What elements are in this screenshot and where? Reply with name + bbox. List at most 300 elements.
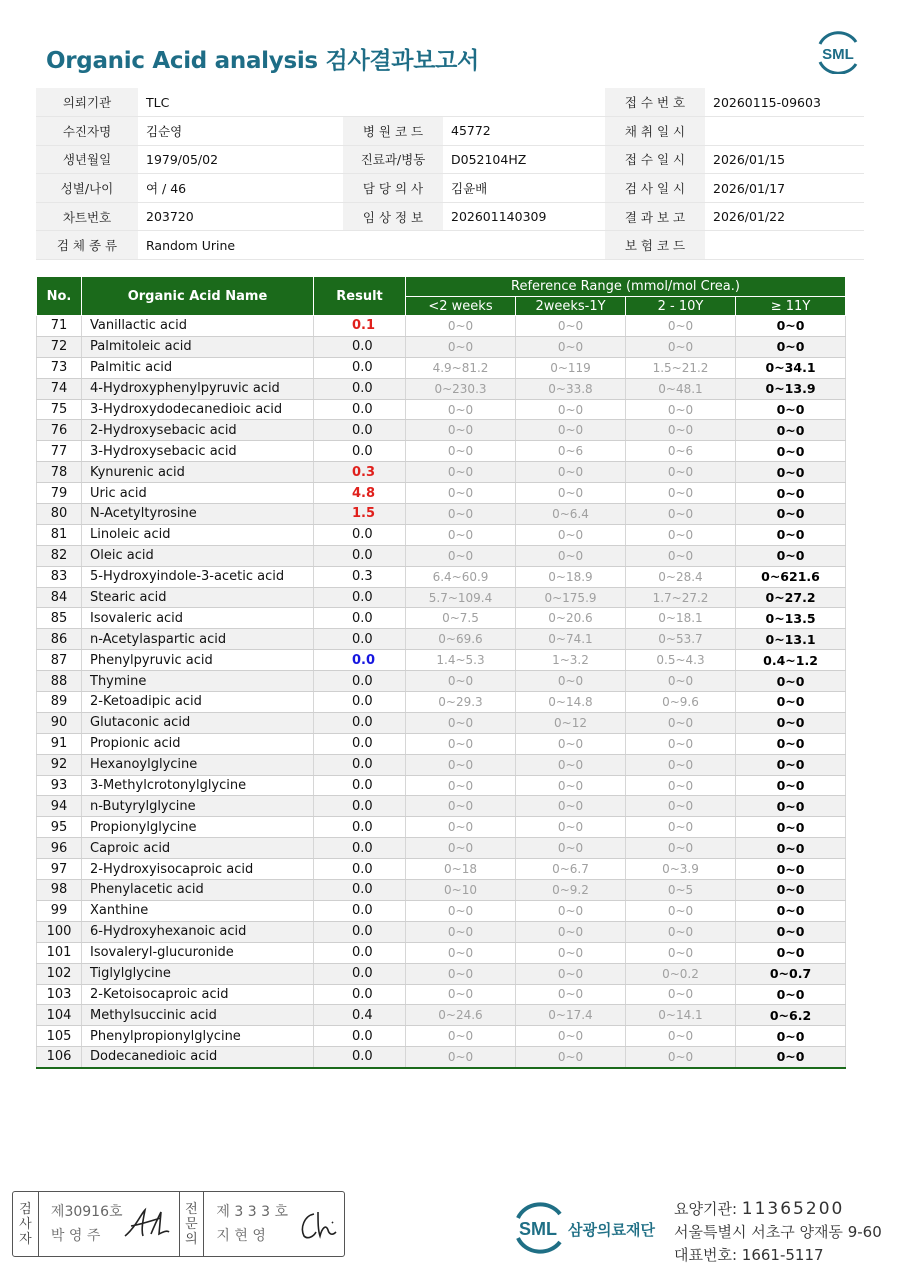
ref-11y-plus: 0~0 — [736, 838, 846, 859]
info-value — [705, 117, 864, 146]
ref-2weeks-1y: 0~6.7 — [516, 859, 626, 880]
footer-phone-value: 1661-5117 — [741, 1246, 824, 1264]
col-header-age: ≥ 11Y — [736, 297, 846, 316]
row-number: 99 — [37, 900, 82, 921]
acid-name: 6-Hydroxyhexanoic acid — [82, 921, 314, 942]
info-value — [443, 88, 605, 117]
acid-name: Uric acid — [82, 483, 314, 504]
table-row — [37, 1026, 846, 1047]
table-row — [37, 796, 846, 817]
acid-name: Palmitoleic acid — [82, 336, 314, 357]
ref-under-2weeks: 0~0 — [406, 336, 516, 357]
table-row — [37, 378, 846, 399]
ref-2-10y: 0~28.4 — [626, 566, 736, 587]
ref-2-10y: 0.5~4.3 — [626, 650, 736, 671]
info-value: D052104HZ — [443, 145, 605, 174]
ref-2-10y: 1.5~21.2 — [626, 357, 736, 378]
col-header-name: Organic Acid Name — [82, 277, 314, 316]
result-value: 0.0 — [314, 921, 406, 942]
specialist-license: 제 3 3 3 호 — [216, 1204, 288, 1220]
result-value: 0.0 — [314, 796, 406, 817]
info-value: 2026/01/15 — [705, 145, 864, 174]
acid-name: Phenylpyruvic acid — [82, 650, 314, 671]
table-row — [37, 420, 846, 441]
info-value: 김순영 — [138, 117, 343, 146]
acid-name: N-Acetyltyrosine — [82, 504, 314, 525]
acid-name: Kynurenic acid — [82, 462, 314, 483]
patient-info-table — [36, 88, 864, 260]
examiner-signature — [39, 1192, 179, 1256]
info-label: 검 사 일 시 — [605, 174, 705, 203]
ref-11y-plus: 0~0 — [736, 336, 846, 357]
info-label: 결 과 보 고 — [605, 202, 705, 231]
ref-2-10y: 0~0 — [626, 504, 736, 525]
ref-2weeks-1y: 0~0 — [516, 900, 626, 921]
acid-name: Phenylpropionylglycine — [82, 1026, 314, 1047]
acid-name: n-Acetylaspartic acid — [82, 629, 314, 650]
info-value — [343, 88, 443, 117]
ref-11y-plus: 0~621.6 — [736, 566, 846, 587]
table-row — [37, 629, 846, 650]
table-row — [37, 859, 846, 880]
row-number: 90 — [37, 712, 82, 733]
result-value: 0.0 — [314, 733, 406, 754]
ref-2-10y: 0~0 — [626, 545, 736, 566]
footer-info — [674, 1198, 882, 1267]
specialist-name: 지 현 영 — [216, 1228, 266, 1244]
ref-under-2weeks: 0~0 — [406, 504, 516, 525]
row-number: 103 — [37, 984, 82, 1005]
acid-name: 2-Hydroxyisocaproic acid — [82, 859, 314, 880]
table-row — [37, 963, 846, 984]
ref-under-2weeks: 0~0 — [406, 441, 516, 462]
info-label: 생년월일 — [36, 145, 138, 174]
ref-2-10y: 0~0 — [626, 754, 736, 775]
col-header-age: 2weeks-1Y — [516, 297, 626, 316]
sml-logo — [812, 30, 864, 74]
row-number: 71 — [37, 316, 82, 337]
ref-under-2weeks: 6.4~60.9 — [406, 566, 516, 587]
ref-11y-plus: 0~0 — [736, 754, 846, 775]
table-row — [37, 754, 846, 775]
info-label: 접 수 일 시 — [605, 145, 705, 174]
ref-2-10y: 0~0 — [626, 712, 736, 733]
ref-11y-plus: 0~0 — [736, 692, 846, 713]
ref-11y-plus: 0~0 — [736, 399, 846, 420]
row-number: 81 — [37, 524, 82, 545]
ref-under-2weeks: 0~0 — [406, 733, 516, 754]
ref-11y-plus: 0~0 — [736, 1047, 846, 1068]
acid-name: 5-Hydroxyindole-3-acetic acid — [82, 566, 314, 587]
ref-2weeks-1y: 0~6 — [516, 441, 626, 462]
ref-under-2weeks: 0~230.3 — [406, 378, 516, 399]
acid-name: Vanillactic acid — [82, 316, 314, 337]
ref-2weeks-1y: 0~20.6 — [516, 608, 626, 629]
ref-2-10y: 0~0 — [626, 336, 736, 357]
ref-under-2weeks: 0~0 — [406, 1026, 516, 1047]
ref-2-10y: 0~0 — [626, 942, 736, 963]
examiner-signature-mark — [121, 1206, 173, 1242]
row-number: 77 — [37, 441, 82, 462]
ref-2-10y: 0~3.9 — [626, 859, 736, 880]
ref-2weeks-1y: 0~0 — [516, 984, 626, 1005]
info-value: 45772 — [443, 117, 605, 146]
ref-11y-plus: 0~0 — [736, 524, 846, 545]
ref-2weeks-1y: 0~0 — [516, 483, 626, 504]
acid-name: 2-Ketoadipic acid — [82, 692, 314, 713]
row-number: 97 — [37, 859, 82, 880]
acid-name: Isovaleric acid — [82, 608, 314, 629]
row-number: 85 — [37, 608, 82, 629]
results-table — [36, 276, 846, 1069]
table-row — [37, 900, 846, 921]
ref-11y-plus: 0~0 — [736, 900, 846, 921]
result-value: 0.0 — [314, 545, 406, 566]
examiner-license: 제30916호 — [50, 1204, 123, 1220]
footer-code-label: 요양기관: — [674, 1200, 742, 1218]
sml-footer-logo — [508, 1198, 568, 1256]
acid-name: Xanthine — [82, 900, 314, 921]
info-label: 검 체 종 류 — [36, 231, 138, 260]
info-label: 채 취 일 시 — [605, 117, 705, 146]
ref-2weeks-1y: 0~0 — [516, 754, 626, 775]
table-row — [37, 942, 846, 963]
acid-name: Propionylglycine — [82, 817, 314, 838]
info-value: 여 / 46 — [138, 174, 343, 203]
acid-name: Dodecanedioic acid — [82, 1047, 314, 1068]
row-number: 87 — [37, 650, 82, 671]
ref-2weeks-1y: 0~0 — [516, 399, 626, 420]
ref-2weeks-1y: 0~0 — [516, 1026, 626, 1047]
acid-name: 4-Hydroxyphenylpyruvic acid — [82, 378, 314, 399]
table-row — [37, 984, 846, 1005]
table-row — [37, 838, 846, 859]
footer-address: 서울특별시 서초구 양재동 9-60 — [674, 1223, 882, 1241]
ref-under-2weeks: 0~0 — [406, 900, 516, 921]
row-number: 91 — [37, 733, 82, 754]
ref-under-2weeks: 0~24.6 — [406, 1005, 516, 1026]
ref-11y-plus: 0~0 — [736, 984, 846, 1005]
col-header-age: 2 - 10Y — [626, 297, 736, 316]
acid-name: 3-Hydroxysebacic acid — [82, 441, 314, 462]
ref-2-10y: 0~14.1 — [626, 1005, 736, 1026]
info-label: 의뢰기관 — [36, 88, 138, 117]
ref-2weeks-1y: 0~0 — [516, 316, 626, 337]
acid-name: Isovaleryl-glucuronide — [82, 942, 314, 963]
ref-under-2weeks: 0~0 — [406, 1047, 516, 1068]
ref-under-2weeks: 0~7.5 — [406, 608, 516, 629]
result-value: 0.0 — [314, 671, 406, 692]
result-value: 0.0 — [314, 378, 406, 399]
result-value: 0.0 — [314, 880, 406, 901]
ref-2-10y: 0~0 — [626, 900, 736, 921]
table-row — [37, 671, 846, 692]
table-row — [37, 880, 846, 901]
ref-11y-plus: 0~0 — [736, 880, 846, 901]
ref-2weeks-1y: 0~0 — [516, 796, 626, 817]
ref-under-2weeks: 0~0 — [406, 524, 516, 545]
ref-2-10y: 0~0 — [626, 462, 736, 483]
acid-name: Methylsuccinic acid — [82, 1005, 314, 1026]
row-number: 73 — [37, 357, 82, 378]
ref-2-10y: 0~0 — [626, 775, 736, 796]
row-number: 100 — [37, 921, 82, 942]
table-row — [37, 650, 846, 671]
ref-2weeks-1y: 0~18.9 — [516, 566, 626, 587]
ref-under-2weeks: 0~0 — [406, 316, 516, 337]
ref-11y-plus: 0~0 — [736, 483, 846, 504]
result-value: 0.0 — [314, 859, 406, 880]
page-title: Organic Acid analysis 검사결과보고서 — [46, 48, 479, 74]
row-number: 101 — [37, 942, 82, 963]
table-row — [37, 399, 846, 420]
result-value: 0.0 — [314, 587, 406, 608]
acid-name: Propionic acid — [82, 733, 314, 754]
acid-name: Hexanoylglycine — [82, 754, 314, 775]
row-number: 95 — [37, 817, 82, 838]
info-label: 차트번호 — [36, 202, 138, 231]
ref-under-2weeks: 0~0 — [406, 775, 516, 796]
ref-2-10y: 0~53.7 — [626, 629, 736, 650]
ref-2weeks-1y: 0~74.1 — [516, 629, 626, 650]
acid-name: Caproic acid — [82, 838, 314, 859]
ref-2-10y: 0~0.2 — [626, 963, 736, 984]
acid-name: 2-Hydroxysebacic acid — [82, 420, 314, 441]
result-value: 1.5 — [314, 504, 406, 525]
result-value: 0.0 — [314, 399, 406, 420]
specialist-signature-mark — [296, 1206, 340, 1242]
result-value: 0.0 — [314, 900, 406, 921]
footer-phone-label: 대표번호: — [674, 1246, 742, 1264]
ref-11y-plus: 0~0 — [736, 441, 846, 462]
examiner-label: 검 사 자 — [13, 1192, 39, 1256]
table-row — [37, 357, 846, 378]
acid-name: Thymine — [82, 671, 314, 692]
table-row — [37, 1005, 846, 1026]
table-row — [37, 733, 846, 754]
ref-2weeks-1y: 0~0 — [516, 921, 626, 942]
result-value: 4.8 — [314, 483, 406, 504]
ref-2weeks-1y: 0~0 — [516, 942, 626, 963]
ref-under-2weeks: 5.7~109.4 — [406, 587, 516, 608]
table-row — [37, 545, 846, 566]
result-value: 0.0 — [314, 692, 406, 713]
info-label: 접 수 번 호 — [605, 88, 705, 117]
table-row — [37, 524, 846, 545]
ref-under-2weeks: 0~29.3 — [406, 692, 516, 713]
acid-name: n-Butyrylglycine — [82, 796, 314, 817]
row-number: 78 — [37, 462, 82, 483]
row-number: 80 — [37, 504, 82, 525]
row-number: 104 — [37, 1005, 82, 1026]
result-value: 0.0 — [314, 1026, 406, 1047]
info-value: 1979/05/02 — [138, 145, 343, 174]
acid-name: Phenylacetic acid — [82, 880, 314, 901]
info-value: 2026/01/17 — [705, 174, 864, 203]
ref-11y-plus: 0~0.7 — [736, 963, 846, 984]
ref-2weeks-1y: 0~0 — [516, 420, 626, 441]
row-number: 92 — [37, 754, 82, 775]
info-value: TLC — [138, 88, 343, 117]
ref-2-10y: 0~0 — [626, 796, 736, 817]
col-header-reference: Reference Range (mmol/mol Crea.) — [406, 277, 846, 297]
acid-name: 3-Hydroxydodecanedioic acid — [82, 399, 314, 420]
acid-name: Linoleic acid — [82, 524, 314, 545]
result-value: 0.1 — [314, 316, 406, 337]
result-value: 0.4 — [314, 1005, 406, 1026]
table-row — [37, 921, 846, 942]
footer-code-value: 11365200 — [741, 1199, 845, 1219]
result-value: 0.3 — [314, 462, 406, 483]
ref-2weeks-1y: 0~0 — [516, 545, 626, 566]
ref-11y-plus: 0~13.1 — [736, 629, 846, 650]
result-value: 0.0 — [314, 838, 406, 859]
logo-text: SML — [822, 46, 854, 63]
row-number: 84 — [37, 587, 82, 608]
info-label: 병 원 코 드 — [343, 117, 443, 146]
ref-2weeks-1y: 0~0 — [516, 524, 626, 545]
ref-under-2weeks: 0~0 — [406, 921, 516, 942]
row-number: 102 — [37, 963, 82, 984]
result-value: 0.0 — [314, 357, 406, 378]
table-row — [37, 316, 846, 337]
row-number: 89 — [37, 692, 82, 713]
ref-under-2weeks: 0~0 — [406, 545, 516, 566]
ref-2-10y: 0~0 — [626, 671, 736, 692]
ref-under-2weeks: 0~0 — [406, 754, 516, 775]
ref-11y-plus: 0~0 — [736, 733, 846, 754]
ref-11y-plus: 0~13.5 — [736, 608, 846, 629]
ref-2weeks-1y: 0~14.8 — [516, 692, 626, 713]
result-value: 0.0 — [314, 775, 406, 796]
ref-2-10y: 1.7~27.2 — [626, 587, 736, 608]
result-value: 0.0 — [314, 754, 406, 775]
info-row — [36, 231, 864, 260]
acid-name: Stearic acid — [82, 587, 314, 608]
info-label: 임 상 정 보 — [343, 202, 443, 231]
ref-2-10y: 0~0 — [626, 984, 736, 1005]
ref-11y-plus: 0~0 — [736, 504, 846, 525]
examiner-name: 박 영 주 — [50, 1228, 101, 1244]
ref-under-2weeks: 0~0 — [406, 420, 516, 441]
ref-2-10y: 0~0 — [626, 733, 736, 754]
ref-2weeks-1y: 0~0 — [516, 462, 626, 483]
ref-under-2weeks: 0~69.6 — [406, 629, 516, 650]
ref-2weeks-1y: 0~33.8 — [516, 378, 626, 399]
table-row — [37, 1047, 846, 1068]
ref-under-2weeks: 1.4~5.3 — [406, 650, 516, 671]
result-value: 0.0 — [314, 524, 406, 545]
info-value: 202601140309 — [443, 202, 605, 231]
acid-name: 2-Ketoisocaproic acid — [82, 984, 314, 1005]
ref-11y-plus: 0~0 — [736, 859, 846, 880]
table-row — [37, 775, 846, 796]
row-number: 82 — [37, 545, 82, 566]
ref-11y-plus: 0~6.2 — [736, 1005, 846, 1026]
row-number: 106 — [37, 1047, 82, 1068]
logo-text: SML — [519, 1219, 557, 1239]
ref-2-10y: 0~0 — [626, 838, 736, 859]
ref-11y-plus: 0~34.1 — [736, 357, 846, 378]
row-number: 76 — [37, 420, 82, 441]
result-value: 0.0 — [314, 629, 406, 650]
ref-2weeks-1y: 0~0 — [516, 336, 626, 357]
row-number: 98 — [37, 880, 82, 901]
ref-2weeks-1y: 0~119 — [516, 357, 626, 378]
table-row — [37, 608, 846, 629]
ref-11y-plus: 0~0 — [736, 817, 846, 838]
table-row — [37, 462, 846, 483]
col-header-result: Result — [314, 277, 406, 316]
ref-under-2weeks: 0~0 — [406, 462, 516, 483]
ref-2-10y: 0~0 — [626, 1047, 736, 1068]
result-value: 0.0 — [314, 650, 406, 671]
col-header-age: <2 weeks — [406, 297, 516, 316]
ref-under-2weeks: 0~0 — [406, 712, 516, 733]
result-value: 0.0 — [314, 963, 406, 984]
footer-org-name: 삼광의료재단 — [568, 1221, 655, 1239]
ref-2-10y: 0~18.1 — [626, 608, 736, 629]
result-value: 0.0 — [314, 712, 406, 733]
info-value — [343, 231, 443, 260]
ref-under-2weeks: 4.9~81.2 — [406, 357, 516, 378]
table-row — [37, 692, 846, 713]
info-value — [443, 231, 605, 260]
ref-2-10y: 0~0 — [626, 524, 736, 545]
table-row — [37, 504, 846, 525]
ref-2weeks-1y: 0~0 — [516, 1047, 626, 1068]
ref-2weeks-1y: 0~175.9 — [516, 587, 626, 608]
ref-2weeks-1y: 0~0 — [516, 838, 626, 859]
ref-2weeks-1y: 1~3.2 — [516, 650, 626, 671]
ref-11y-plus: 0~13.9 — [736, 378, 846, 399]
info-value: 20260115-09603 — [705, 88, 864, 117]
table-row — [37, 441, 846, 462]
row-number: 88 — [37, 671, 82, 692]
ref-2weeks-1y: 0~0 — [516, 671, 626, 692]
ref-2weeks-1y: 0~6.4 — [516, 504, 626, 525]
ref-11y-plus: 0~0 — [736, 775, 846, 796]
ref-under-2weeks: 0~0 — [406, 671, 516, 692]
info-label: 성별/나이 — [36, 174, 138, 203]
result-value: 0.0 — [314, 817, 406, 838]
ref-2-10y: 0~0 — [626, 817, 736, 838]
ref-11y-plus: 0~0 — [736, 1026, 846, 1047]
table-row — [37, 712, 846, 733]
table-row — [37, 483, 846, 504]
acid-name: 3-Methylcrotonylglycine — [82, 775, 314, 796]
info-label: 수진자명 — [36, 117, 138, 146]
acid-name: Tiglylglycine — [82, 963, 314, 984]
row-number: 93 — [37, 775, 82, 796]
ref-11y-plus: 0~0 — [736, 671, 846, 692]
signature-box — [12, 1191, 345, 1257]
ref-under-2weeks: 0~0 — [406, 838, 516, 859]
row-number: 94 — [37, 796, 82, 817]
acid-name: Palmitic acid — [82, 357, 314, 378]
ref-2-10y: 0~0 — [626, 921, 736, 942]
result-value: 0.0 — [314, 420, 406, 441]
ref-under-2weeks: 0~0 — [406, 796, 516, 817]
ref-2-10y: 0~0 — [626, 316, 736, 337]
ref-under-2weeks: 0~0 — [406, 817, 516, 838]
info-row — [36, 117, 864, 146]
ref-11y-plus: 0.4~1.2 — [736, 650, 846, 671]
ref-under-2weeks: 0~10 — [406, 880, 516, 901]
info-row — [36, 202, 864, 231]
ref-11y-plus: 0~0 — [736, 462, 846, 483]
table-row — [37, 336, 846, 357]
